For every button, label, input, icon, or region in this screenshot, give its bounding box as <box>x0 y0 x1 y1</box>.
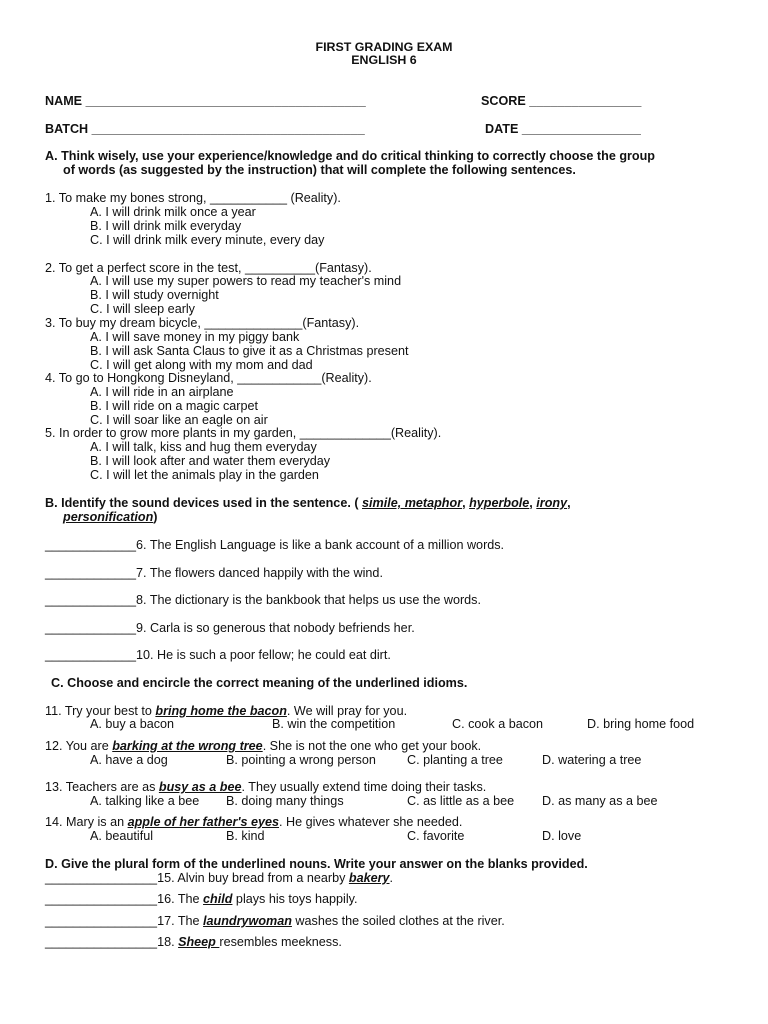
choice-option[interactable]: C. I will let the animals play in the garden <box>90 468 319 482</box>
sound-device-item[interactable]: _____________6. The English Language is like a bank account of a million words. <box>45 538 505 552</box>
underlined-noun: laundrywoman <box>203 914 292 928</box>
term-hyperbole: hyperbole <box>469 496 530 510</box>
idiom-question-text: . We will pray for you. <box>286 704 408 718</box>
plural-item-text: ________________17. The <box>45 914 204 928</box>
choice-option[interactable]: C. I will get along with my mom and dad <box>90 358 313 372</box>
choice-option[interactable]: B. I will look after and water them everyday <box>90 454 331 468</box>
choice-option[interactable]: B. pointing a wrong person <box>226 753 376 767</box>
question-stem: 3. To buy my dream bicycle, ______________(Fantasy). <box>45 316 360 330</box>
idiom-question-text: 11. Try your best to <box>45 704 156 718</box>
section-d-instruction: D. Give the plural form of the underlined nouns. Write your answer on the blanks provided. <box>45 857 588 871</box>
choice-option[interactable]: B. doing many things <box>226 794 344 808</box>
section-a-instruction-line2: of words (as suggested by the instruction) that will complete the following sentences. <box>63 163 576 177</box>
question-stem: 4. To go to Hongkong Disneyland, ____________(Reality). <box>45 371 372 385</box>
plural-item-text: . <box>389 871 394 885</box>
section-b-instruction-prefix: B. Identify the sound devices used in the sentence. ( <box>45 496 363 510</box>
choice-option[interactable]: C. planting a tree <box>407 753 503 767</box>
sound-device-item[interactable]: _____________9. Carla is so generous that nobody befriends her. <box>45 621 415 635</box>
choice-option[interactable]: A. I will talk, kiss and hug them everyday <box>90 440 317 454</box>
choice-option[interactable]: A. have a dog <box>90 753 168 767</box>
choice-option[interactable]: B. kind <box>226 829 265 843</box>
section-a-instruction-line1: A. Think wisely, use your experience/knowledge and do critical thinking to correctly choose the group <box>45 149 655 163</box>
score-field[interactable]: SCORE ________________ <box>481 94 642 108</box>
idiom-question-text: 14. Mary is an <box>45 815 128 829</box>
choice-option[interactable]: A. I will drink milk once a year <box>90 205 256 219</box>
idiom-question-text: . They usually extend time doing their tasks. <box>241 780 487 794</box>
underlined-idiom: apple of her father's eyes <box>127 815 279 829</box>
underlined-idiom: barking at the wrong tree <box>112 739 263 753</box>
name-field[interactable]: NAME ________________________________________ <box>45 94 366 108</box>
plural-item[interactable] <box>45 914 505 928</box>
choice-option[interactable]: C. I will drink milk every minute, every day <box>90 233 325 247</box>
idiom-question-text: . He gives whatever she needed. <box>278 815 463 829</box>
choice-option[interactable]: A. I will save money in my piggy bank <box>90 330 300 344</box>
underlined-noun: child <box>203 892 233 906</box>
underlined-idiom: bring home the bacon <box>155 704 287 718</box>
idiom-question <box>45 780 486 794</box>
exam-subject: ENGLISH 6 <box>351 53 417 67</box>
choice-option[interactable]: C. I will sleep early <box>90 302 195 316</box>
plural-item[interactable] <box>45 871 393 885</box>
choice-option[interactable]: D. bring home food <box>587 717 695 731</box>
choice-option[interactable]: D. love <box>542 829 582 843</box>
exam-title: FIRST GRADING EXAM <box>315 40 453 54</box>
date-field[interactable]: DATE _________________ <box>485 122 641 136</box>
choice-option[interactable]: D. watering a tree <box>542 753 642 767</box>
sound-device-item[interactable]: _____________10. He is such a poor fellow; he could eat dirt. <box>45 648 391 662</box>
choice-option[interactable]: B. I will drink milk everyday <box>90 219 242 233</box>
plural-item[interactable] <box>45 935 342 949</box>
choice-option[interactable]: A. buy a bacon <box>90 717 175 731</box>
closing-paren: ) <box>153 510 158 524</box>
term-simile-metaphor: simile, metaphor <box>362 496 463 510</box>
term-separator: , <box>529 496 537 510</box>
choice-option[interactable]: A. I will use my super powers to read my teacher's mind <box>90 274 402 288</box>
choice-option[interactable]: B. I will study overnight <box>90 288 219 302</box>
plural-item-text: ________________15. Alvin buy bread from a nearby <box>45 871 349 885</box>
choice-option[interactable]: C. as little as a bee <box>407 794 515 808</box>
choice-option[interactable]: B. I will ride on a magic carpet <box>90 399 258 413</box>
term-personification: personification <box>63 510 154 524</box>
idiom-question <box>45 739 481 753</box>
sound-device-item[interactable]: _____________7. The flowers danced happily with the wind. <box>45 566 383 580</box>
choice-option[interactable]: C. cook a bacon <box>452 717 544 731</box>
plural-item-text: ________________16. The <box>45 892 204 906</box>
plural-item-text: plays his toys happily. <box>232 892 358 906</box>
plural-item-text: washes the soiled clothes at the river. <box>291 914 505 928</box>
choice-option[interactable]: C. favorite <box>407 829 465 843</box>
idiom-question-text: 13. Teachers are as <box>45 780 159 794</box>
underlined-noun: Sheep <box>178 935 220 949</box>
idiom-question <box>45 815 462 829</box>
choice-option[interactable]: A. talking like a bee <box>90 794 200 808</box>
question-stem: 1. To make my bones strong, ___________ (Reality). <box>45 191 341 205</box>
underlined-idiom: busy as a bee <box>158 780 242 794</box>
term-irony: irony <box>536 496 568 510</box>
batch-field[interactable]: BATCH _______________________________________ <box>45 122 365 136</box>
choice-option[interactable]: D. as many as a bee <box>542 794 658 808</box>
section-b-instruction-line2 <box>63 510 157 524</box>
sound-device-item[interactable]: _____________8. The dictionary is the bankbook that helps us use the words. <box>45 593 481 607</box>
plural-item-text: ________________18. <box>45 935 179 949</box>
choice-option[interactable]: C. I will soar like an eagle on air <box>90 413 268 427</box>
underlined-noun: bakery <box>348 871 390 885</box>
choice-option[interactable]: B. win the competition <box>272 717 396 731</box>
term-separator: , <box>567 496 571 510</box>
choice-option[interactable]: A. beautiful <box>90 829 154 843</box>
question-stem: 5. In order to grow more plants in my garden, _____________(Reality). <box>45 426 442 440</box>
plural-item[interactable] <box>45 892 358 906</box>
plural-item-text: resembles meekness. <box>219 935 342 949</box>
section-c-instruction: C. Choose and encircle the correct meaning of the underlined idioms. <box>51 676 468 690</box>
idiom-question-text: 12. You are <box>45 739 113 753</box>
choice-option[interactable]: B. I will ask Santa Claus to give it as a Christmas present <box>90 344 409 358</box>
idiom-question-text: . She is not the one who get your book. <box>262 739 482 753</box>
question-stem: 2. To get a perfect score in the test, __________(Fantasy). <box>45 261 372 275</box>
section-b-instruction <box>45 496 571 510</box>
idiom-question <box>45 704 407 718</box>
choice-option[interactable]: A. I will ride in an airplane <box>90 385 234 399</box>
term-separator: , <box>462 496 470 510</box>
